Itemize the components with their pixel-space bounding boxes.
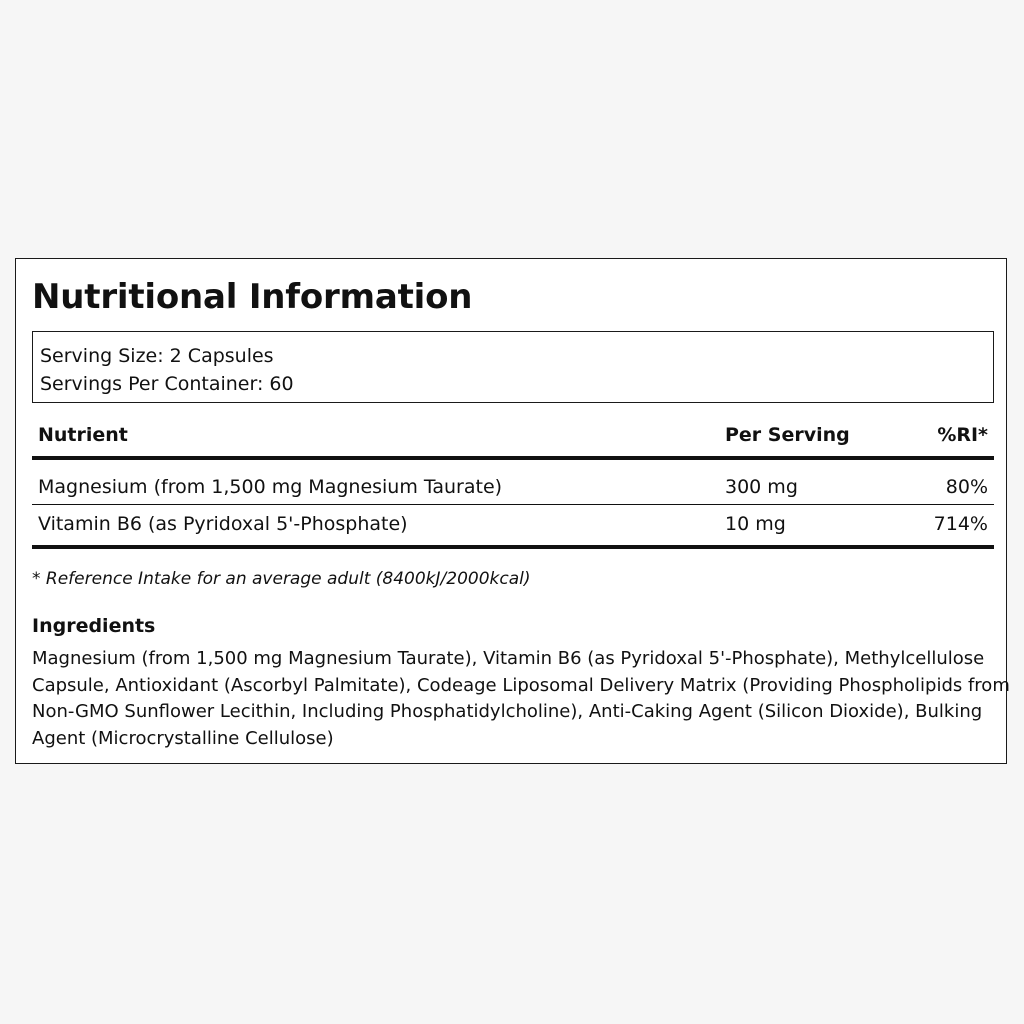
- panel-title: Nutritional Information: [32, 277, 473, 317]
- table-row: [32, 460, 994, 505]
- ingredients-line: Agent (Microcrystalline Cellulose): [32, 727, 334, 749]
- nutrient-amount: 300 mg: [725, 476, 798, 498]
- nutrient-name: Magnesium (from 1,500 mg Magnesium Taurate): [38, 476, 503, 498]
- ingredients-line: Capsule, Antioxidant (Ascorbyl Palmitate), Codeage Liposomal Delivery Matrix (Providing Phospholipids from: [32, 674, 1010, 696]
- nutrient-ri: 714%: [933, 513, 988, 535]
- nutrient-name: Vitamin B6 (as Pyridoxal 5'-Phosphate): [38, 513, 408, 535]
- header-per-serving: Per Serving: [725, 424, 850, 446]
- nutrition-panel: [15, 258, 1010, 764]
- servings-per-container: Servings Per Container: 60: [40, 373, 294, 395]
- ingredients-heading: Ingredients: [32, 615, 156, 637]
- header-ri: %RI*: [937, 424, 988, 446]
- ingredients-list: [32, 646, 1010, 752]
- nutrient-amount: 10 mg: [725, 513, 786, 535]
- table-header-row: [32, 419, 994, 460]
- ingredients-line: Non-GMO Sunflower Lecithin, Including Phosphatidylcholine), Anti-Caking Agent (Silicon Dioxide), Bulking: [32, 701, 983, 722]
- reference-intake-footnote: * Reference Intake for an average adult (8400kJ/2000kcal): [32, 569, 531, 589]
- ingredients-line: Magnesium (from 1,500 mg Magnesium Taurate), Vitamin B6 (as Pyridoxal 5'-Phosphate), Methylcellulose: [32, 648, 985, 669]
- header-nutrient: Nutrient: [38, 424, 128, 446]
- nutrition-table: [32, 419, 994, 549]
- serving-info-box: [32, 331, 994, 403]
- table-row: [32, 505, 994, 549]
- serving-size: Serving Size: 2 Capsules: [40, 345, 274, 367]
- nutrient-ri: 80%: [945, 476, 988, 498]
